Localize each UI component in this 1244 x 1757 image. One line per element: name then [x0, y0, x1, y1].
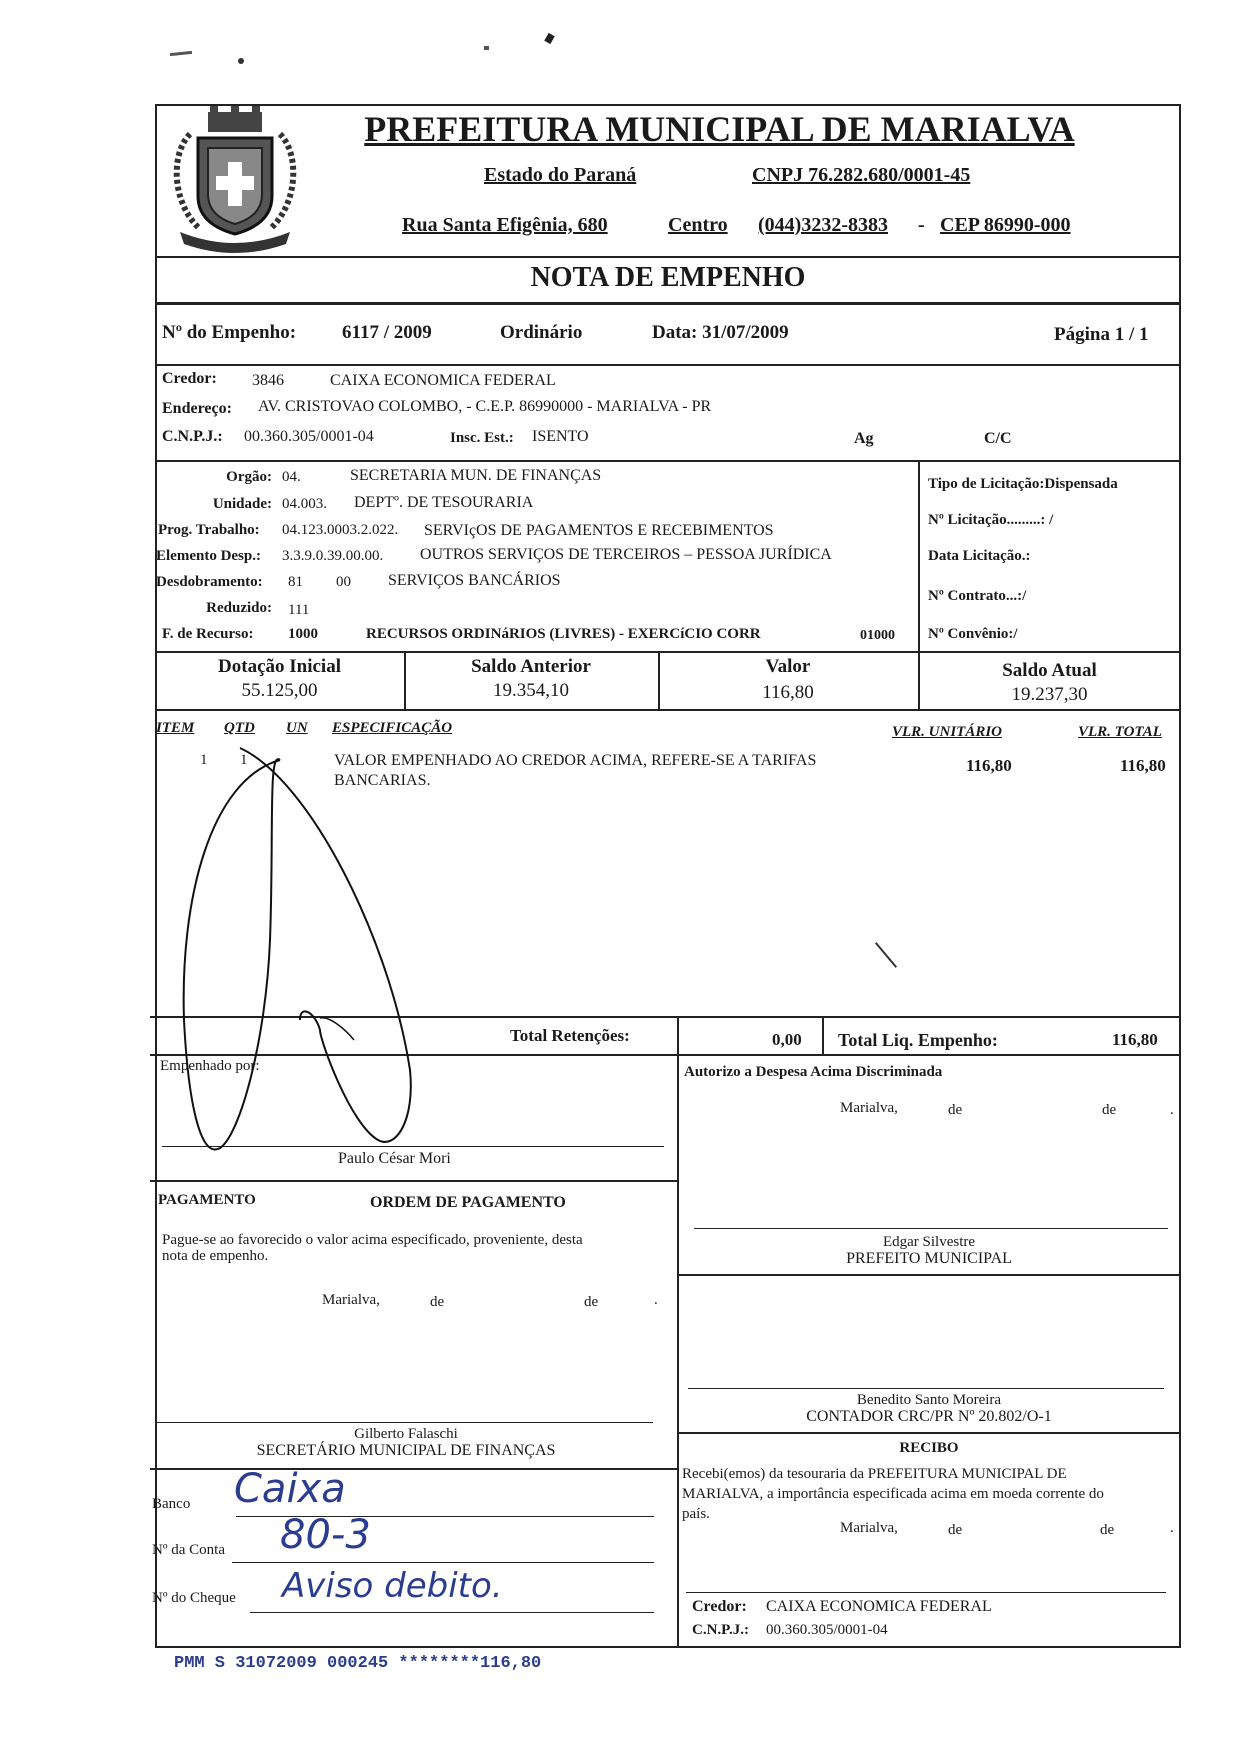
- pagamento-de2: de: [584, 1294, 599, 1310]
- pagamento-text-line1: Pague-se ao favorecido o valor acima especificado, proveniente, desta: [162, 1232, 583, 1248]
- table-row-spec-line2: BANCARIAS.: [334, 772, 431, 789]
- prefeito-role: PREFEITO MUNICIPAL: [846, 1250, 1012, 1267]
- prefeito-name: Edgar Silvestre: [882, 1234, 976, 1250]
- col-vlr-total: VLR. TOTAL: [1078, 724, 1162, 740]
- desdobramento-code: 81: [288, 574, 303, 590]
- valor-label: Valor: [765, 656, 811, 677]
- header-cnpj: CNPJ 76.282.680/0001-45: [752, 164, 971, 186]
- fonte-label: F. de Recurso:: [162, 626, 254, 642]
- col-un: UN: [286, 720, 308, 736]
- empenho-date: Data: 31/07/2009: [652, 322, 789, 343]
- pagamento-de1: de: [430, 1294, 445, 1310]
- recibo-text-line3: país.: [682, 1506, 710, 1522]
- data-licitacao: Data Licitação.:: [928, 548, 1031, 564]
- recibo-credor-name: CAIXA ECONOMICA FEDERAL: [766, 1598, 992, 1615]
- empenho-number: 6117 / 2009: [342, 322, 432, 343]
- cheque-handwritten: Aviso debito.: [282, 1566, 503, 1606]
- col-qtd: QTD: [224, 720, 255, 736]
- conta-handwritten: 80-3: [280, 1512, 371, 1558]
- recibo-title: RECIBO: [899, 1440, 959, 1456]
- secretario-role: SECRETÁRIO MUNICIPAL DE FINANÇAS: [256, 1442, 556, 1459]
- prog-name: SERVIçOS DE PAGAMENTOS E RECEBIMENTOS: [424, 522, 774, 539]
- pagamento-label: PAGAMENTO: [158, 1192, 256, 1208]
- empenho-label: Nº do Empenho:: [162, 322, 297, 343]
- saldo-atual-label: Saldo Atual: [1002, 660, 1097, 681]
- pagamento-dot: .: [654, 1292, 658, 1308]
- credor-code: 3846: [252, 372, 284, 389]
- empenho-type: Ordinário: [500, 322, 583, 343]
- header-district: Centro: [668, 214, 728, 236]
- table-row-total-value: 116,80: [1120, 756, 1166, 775]
- ordem-pagamento-label: ORDEM DE PAGAMENTO: [370, 1194, 566, 1211]
- recibo-credor-label: Credor:: [692, 1598, 747, 1615]
- contador-name: Benedito Santo Moreira: [856, 1392, 1002, 1408]
- recibo-cnpj: 00.360.305/0001-04: [766, 1622, 888, 1638]
- page-number: Página 1 / 1: [1054, 324, 1149, 345]
- tipo-licitacao: Tipo de Licitação:Dispensada: [928, 476, 1118, 492]
- banco-handwritten: Caixa: [234, 1466, 346, 1512]
- elemento-name: OUTROS SERVIÇOS DE TERCEIROS – PESSOA JURÍDICA: [420, 546, 832, 563]
- autorizo-de2: de: [1102, 1102, 1117, 1118]
- valor-value: 116,80: [762, 682, 814, 703]
- credor-name: CAIXA ECONOMICA FEDERAL: [330, 372, 556, 389]
- conta-label: Nº da Conta: [152, 1542, 225, 1558]
- autorizo-de1: de: [948, 1102, 963, 1118]
- header-street: Rua Santa Efigênia, 680: [402, 214, 608, 236]
- scan-speck: [484, 46, 489, 50]
- fonte-name: RECURSOS ORDINáRIOS (LIVRES) - EXERCíCIO CORR: [366, 626, 761, 642]
- recibo-de2: de: [1100, 1522, 1115, 1538]
- header-state: Estado do Paraná: [484, 164, 637, 186]
- pagamento-city: Marialva,: [322, 1292, 380, 1308]
- table-row-unit-value: 116,80: [966, 756, 1012, 775]
- unidade-code: 04.003.: [282, 496, 327, 512]
- credor-cnpj: 00.360.305/0001-04: [244, 428, 374, 445]
- unidade-label: Unidade:: [212, 496, 272, 512]
- scan-speck: [238, 58, 244, 64]
- recibo-text-line2: MARIALVA, a importância especificada acima em moeda corrente do: [682, 1486, 1104, 1502]
- header-title: PREFEITURA MUNICIPAL DE MARIALVA: [364, 109, 1075, 149]
- prog-label: Prog. Trabalho:: [158, 522, 260, 538]
- pagamento-text-line2: nota de empenho.: [162, 1248, 269, 1264]
- recibo-city: Marialva,: [840, 1520, 898, 1536]
- credor-address: AV. CRISTOVAO COLOMBO, - C.E.P. 86990000 - MARIALVA - PR: [258, 398, 712, 415]
- signature-scrawl: [170, 740, 430, 1160]
- saldo-anterior-value: 19.354,10: [493, 680, 569, 701]
- prog-code: 04.123.0003.2.022.: [282, 522, 399, 538]
- recibo-cnpj-label: C.N.P.J.:: [692, 1622, 749, 1638]
- desdobramento-label: Desdobramento:: [156, 574, 263, 590]
- numero-contrato: Nº Contrato...:/: [928, 588, 1027, 604]
- header-sep: -: [918, 214, 925, 236]
- retencoes-label: Total Retenções:: [510, 1026, 630, 1045]
- orgao-code: 04.: [282, 469, 301, 485]
- address-label: Endereço:: [162, 400, 232, 417]
- dotacao-value: 55.125,00: [241, 680, 318, 701]
- total-liquido-value: 116,80: [1112, 1030, 1158, 1049]
- numero-licitacao: Nº Licitação.........: /: [928, 512, 1054, 528]
- desdobramento-sub: 00: [336, 574, 351, 590]
- header-cep: CEP 86990-000: [940, 214, 1071, 236]
- cheque-label: Nº do Cheque: [152, 1590, 236, 1606]
- empenhado-label: Empenhado por:: [160, 1058, 260, 1074]
- recibo-text-line1: Recebi(emos) da tesouraria da PREFEITURA MUNICIPAL DE: [682, 1466, 1067, 1482]
- col-especificacao: ESPECIFICAÇÃO: [332, 720, 453, 736]
- insc-label: Insc. Est.:: [450, 430, 514, 446]
- unidade-name: DEPTº. DE TESOURARIA: [354, 494, 534, 511]
- numero-convenio: Nº Convênio:/: [928, 626, 1018, 642]
- elemento-label: Elemento Desp.:: [156, 548, 261, 564]
- recibo-de1: de: [948, 1522, 963, 1538]
- scan-speck: [544, 33, 555, 44]
- col-item: ITEM: [156, 720, 195, 736]
- payment-stamp: PMM S 31072009 000245 ********116,80: [174, 1654, 542, 1673]
- reduzido-value: 111: [288, 602, 310, 618]
- autorizo-label: Autorizo a Despesa Acima Discriminada: [684, 1064, 943, 1080]
- credor-label: Credor:: [162, 370, 217, 387]
- insc-value: ISENTO: [532, 428, 589, 445]
- scan-speck: [170, 51, 192, 56]
- table-row-qtd: 1: [240, 752, 248, 768]
- elemento-code: 3.3.9.0.39.00.00.: [282, 548, 384, 564]
- banco-label: Banco: [152, 1496, 191, 1512]
- document-title: NOTA DE EMPENHO: [530, 262, 806, 293]
- fonte-code: 1000: [288, 626, 318, 642]
- autorizo-dot: .: [1170, 1102, 1174, 1118]
- dotacao-label: Dotação Inicial: [218, 656, 341, 677]
- col-vlr-unitario: VLR. UNITÁRIO: [892, 724, 1003, 740]
- reduzido-label: Reduzido:: [206, 600, 272, 616]
- empenhado-name: Paulo César Mori: [338, 1150, 451, 1167]
- retencoes-value: 0,00: [772, 1030, 802, 1049]
- fonte-num: 01000: [860, 628, 895, 643]
- table-row-item: 1: [200, 752, 208, 768]
- recibo-dot: .: [1170, 1520, 1174, 1536]
- saldo-anterior-label: Saldo Anterior: [471, 656, 591, 677]
- table-row-spec-line1: VALOR EMPENHADO AO CREDOR ACIMA, REFERE-SE A TARIFAS: [334, 752, 817, 769]
- total-liquido-label: Total Liq. Empenho:: [838, 1030, 998, 1050]
- cnpj-label: C.N.P.J.:: [162, 428, 223, 445]
- orgao-name: SECRETARIA MUN. DE FINANÇAS: [350, 467, 602, 484]
- cc-label: C/C: [984, 430, 1012, 447]
- desdobramento-name: SERVIÇOS BANCÁRIOS: [388, 572, 561, 589]
- contador-role: CONTADOR CRC/PR Nº 20.802/O-1: [806, 1408, 1052, 1425]
- ag-label: Ag: [854, 430, 874, 447]
- header-phone: (044)3232-8383: [758, 214, 888, 236]
- orgao-label: Orgão:: [226, 469, 272, 485]
- saldo-atual-value: 19.237,30: [1011, 684, 1088, 705]
- autorizo-city: Marialva,: [840, 1100, 898, 1116]
- secretario-name: Gilberto Falaschi: [354, 1426, 458, 1442]
